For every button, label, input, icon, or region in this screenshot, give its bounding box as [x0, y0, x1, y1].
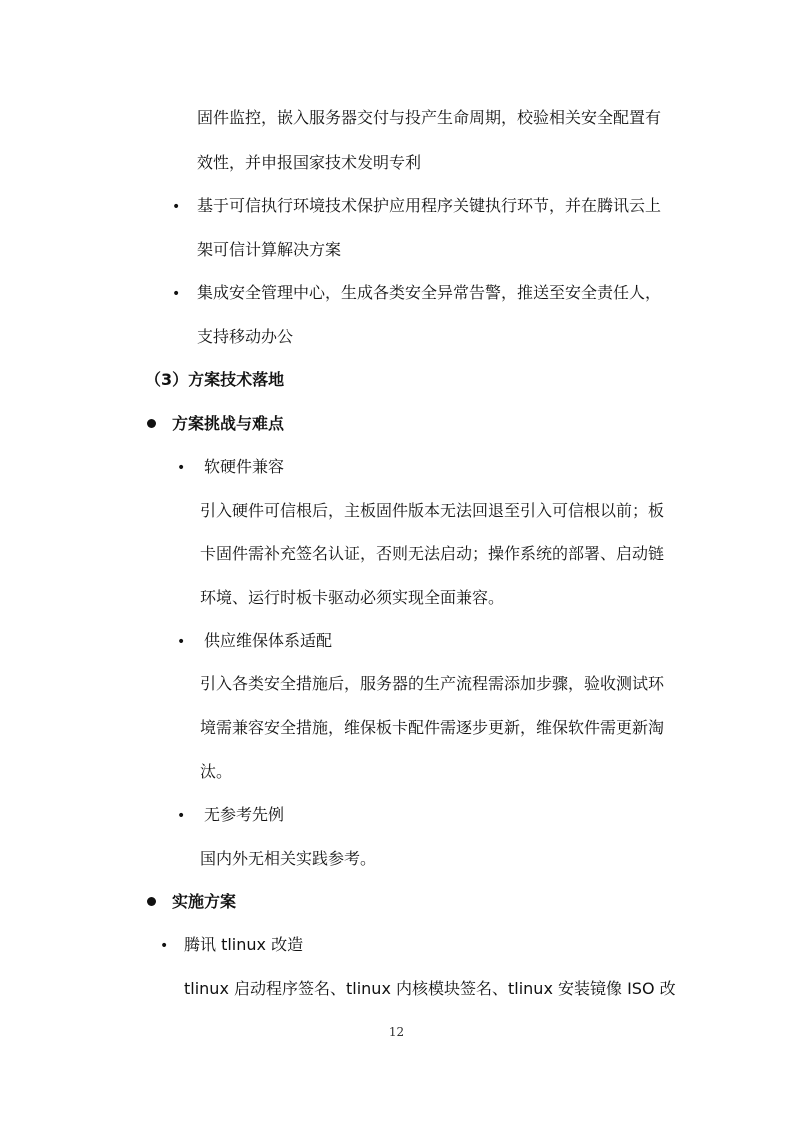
paragraph-line: 国内外无相关实践参考。: [200, 849, 377, 868]
list-item-text: 支持移动办公: [197, 327, 294, 346]
bullet-dot-icon: •: [172, 286, 181, 302]
bullet-dot-icon: •: [177, 460, 186, 476]
paragraph-line: 卡固件需补充签名认证，否则无法启动；操作系统的部署、启动链: [200, 544, 665, 563]
list-item-text: 效性，并申报国家技术发明专利: [197, 153, 422, 172]
paragraph-line: 引入各类安全措施后，服务器的生产流程需添加步骤，验收测试环: [200, 674, 665, 693]
item-title: 无参考先例: [204, 805, 285, 824]
bullet-dot-icon: •: [177, 808, 186, 824]
paragraph-line: 环境、运行时板卡驱动必须实现全面兼容。: [200, 588, 505, 607]
list-item-text: 集成安全管理中心，生成各类安全异常告警，推送至安全责任人，: [197, 283, 662, 302]
item-title: 腾讯 tlinux 改造: [184, 935, 304, 954]
bullet-disc-icon: [147, 419, 156, 428]
bullet-dot-icon: •: [177, 634, 186, 650]
section-heading: （3）方案技术落地: [145, 370, 285, 389]
item-title: 软硬件兼容: [204, 457, 285, 476]
paragraph-line: 境需兼容安全措施，维保板卡配件需逐步更新，维保软件需更新淘: [200, 718, 665, 737]
list-item-text: 基于可信执行环境技术保护应用程序关键执行环节，并在腾讯云上: [197, 196, 662, 215]
bullet-dot-icon: •: [160, 938, 169, 954]
paragraph-line: tlinux 启动程序签名、tlinux 内核模块签名、tlinux 安装镜像 ISO 改: [184, 979, 676, 998]
paragraph-line: 汰。: [200, 762, 233, 781]
subsection-heading: 方案挑战与难点: [172, 414, 285, 433]
subsection-heading: 实施方案: [172, 892, 237, 911]
item-title: 供应维保体系适配: [204, 631, 333, 650]
paragraph-line: 引入硬件可信根后，主板固件版本无法回退至引入可信根以前；板: [200, 501, 665, 520]
list-item-text: 固件监控，嵌入服务器交付与投产生命周期，校验相关安全配置有: [197, 108, 662, 127]
page-number: 12: [388, 1025, 405, 1039]
bullet-disc-icon: [147, 897, 156, 906]
list-item-text: 架可信计算解决方案: [197, 240, 342, 259]
bullet-dot-icon: •: [172, 199, 181, 215]
